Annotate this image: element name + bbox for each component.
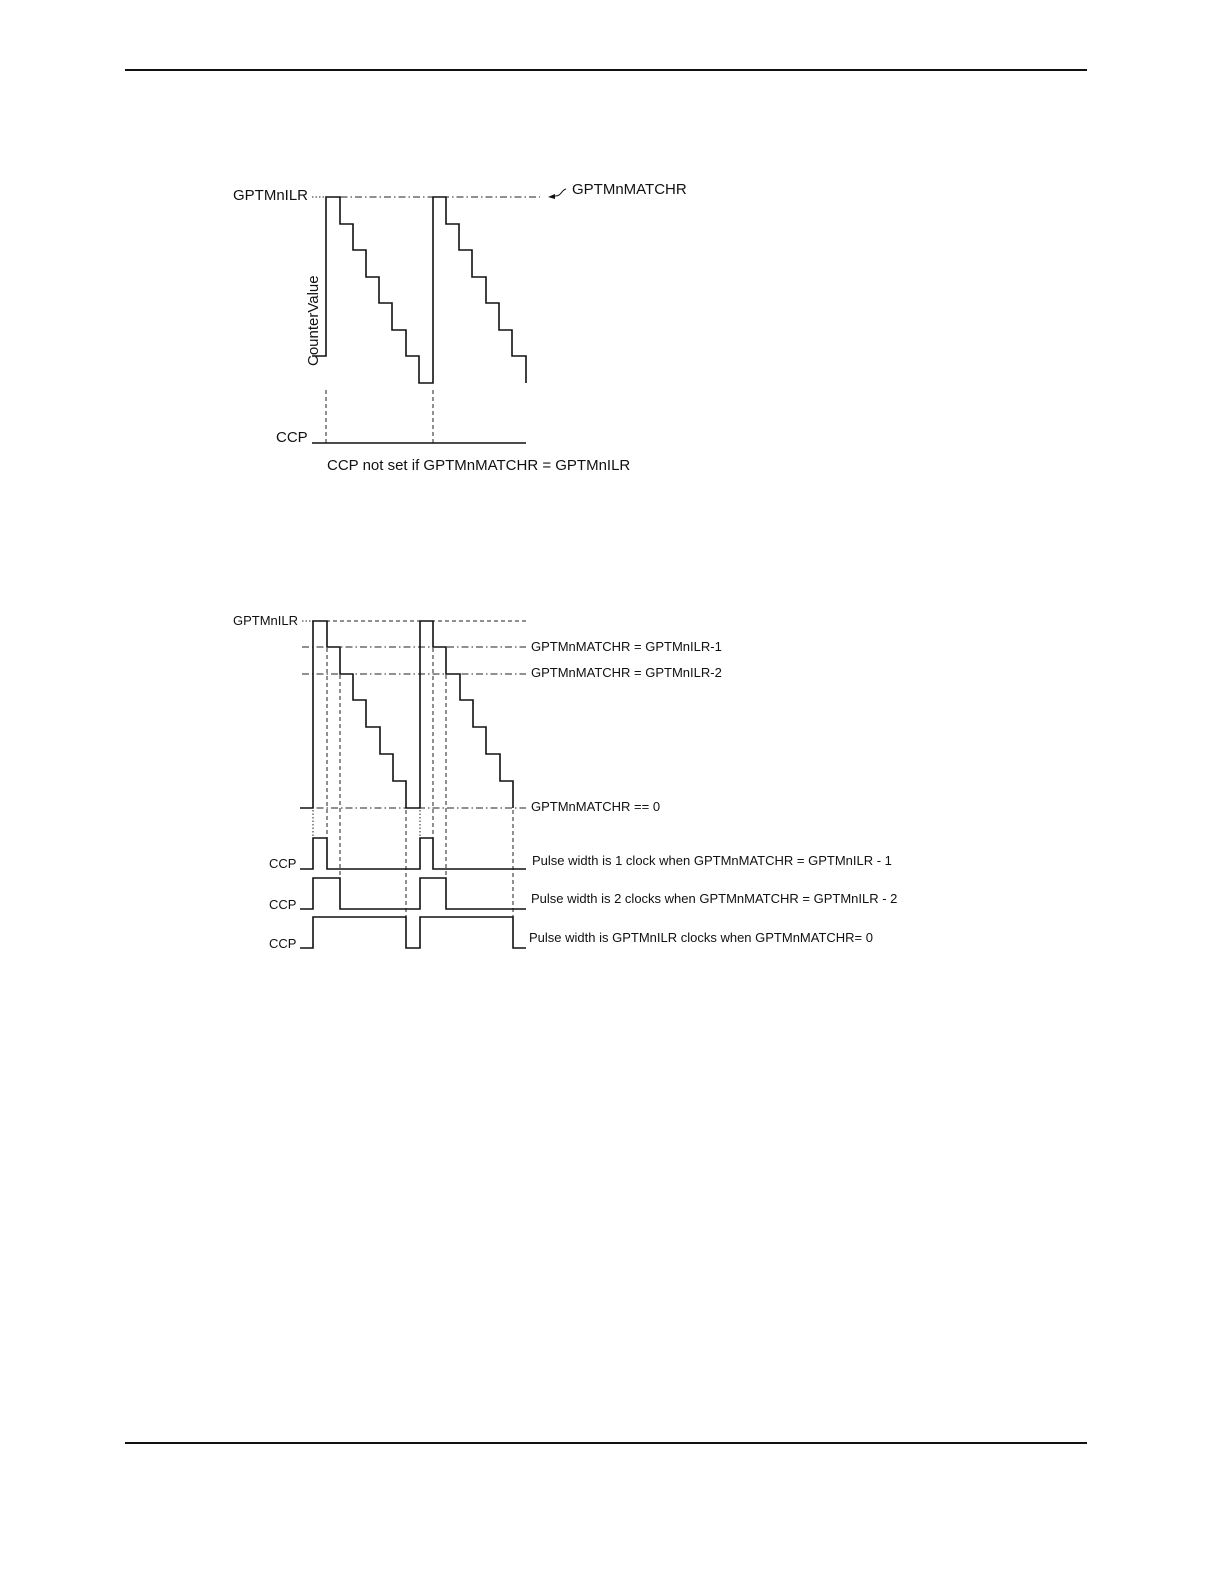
fig2-match-label-3: GPTMnMATCHR == 0 bbox=[531, 799, 661, 814]
figure-1-timing-diagram bbox=[233, 181, 687, 474]
fig2-counter-waveform bbox=[300, 621, 513, 808]
fig1-match-callout-curve bbox=[555, 189, 566, 196]
figure-2-timing-diagram bbox=[233, 613, 897, 951]
fig2-ccp-waveform-2 bbox=[300, 878, 526, 909]
fig2-ccp-label-2: CCP bbox=[269, 897, 297, 912]
fig1-match-callout-arrow-icon bbox=[548, 194, 555, 199]
fig1-counter-waveform bbox=[312, 197, 526, 383]
fig2-ilr-label: GPTMnILR bbox=[233, 613, 299, 628]
fig2-match-label-1: GPTMnMATCHR = GPTMnILR-1 bbox=[531, 639, 722, 654]
fig2-ccp-caption-1: Pulse width is 1 clock when GPTMnMATCHR = GPTMnILR - 1 bbox=[532, 853, 892, 868]
fig1-match-label: GPTMnMATCHR bbox=[572, 181, 687, 198]
fig2-ccp-label-1: CCP bbox=[269, 856, 297, 871]
fig1-ccp-label: CCP bbox=[276, 429, 308, 446]
fig2-ccp-caption-2: Pulse width is 2 clocks when GPTMnMATCHR = GPTMnILR - 2 bbox=[531, 891, 898, 906]
fig1-ilr-label: GPTMnILR bbox=[233, 187, 309, 204]
fig2-match-label-2: GPTMnMATCHR = GPTMnILR-2 bbox=[531, 665, 722, 680]
fig2-ccp-waveform-3 bbox=[300, 917, 526, 948]
fig2-ccp-label-3: CCP bbox=[269, 936, 297, 951]
fig1-y-axis-label: CounterValue bbox=[305, 275, 322, 366]
fig2-ccp-caption-3: Pulse width is GPTMnILR clocks when GPTMnMATCHR= 0 bbox=[529, 930, 873, 945]
fig1-note: CCP not set if GPTMnMATCHR = GPTMnILR bbox=[327, 457, 631, 474]
fig2-ccp-waveform-1 bbox=[300, 838, 526, 869]
